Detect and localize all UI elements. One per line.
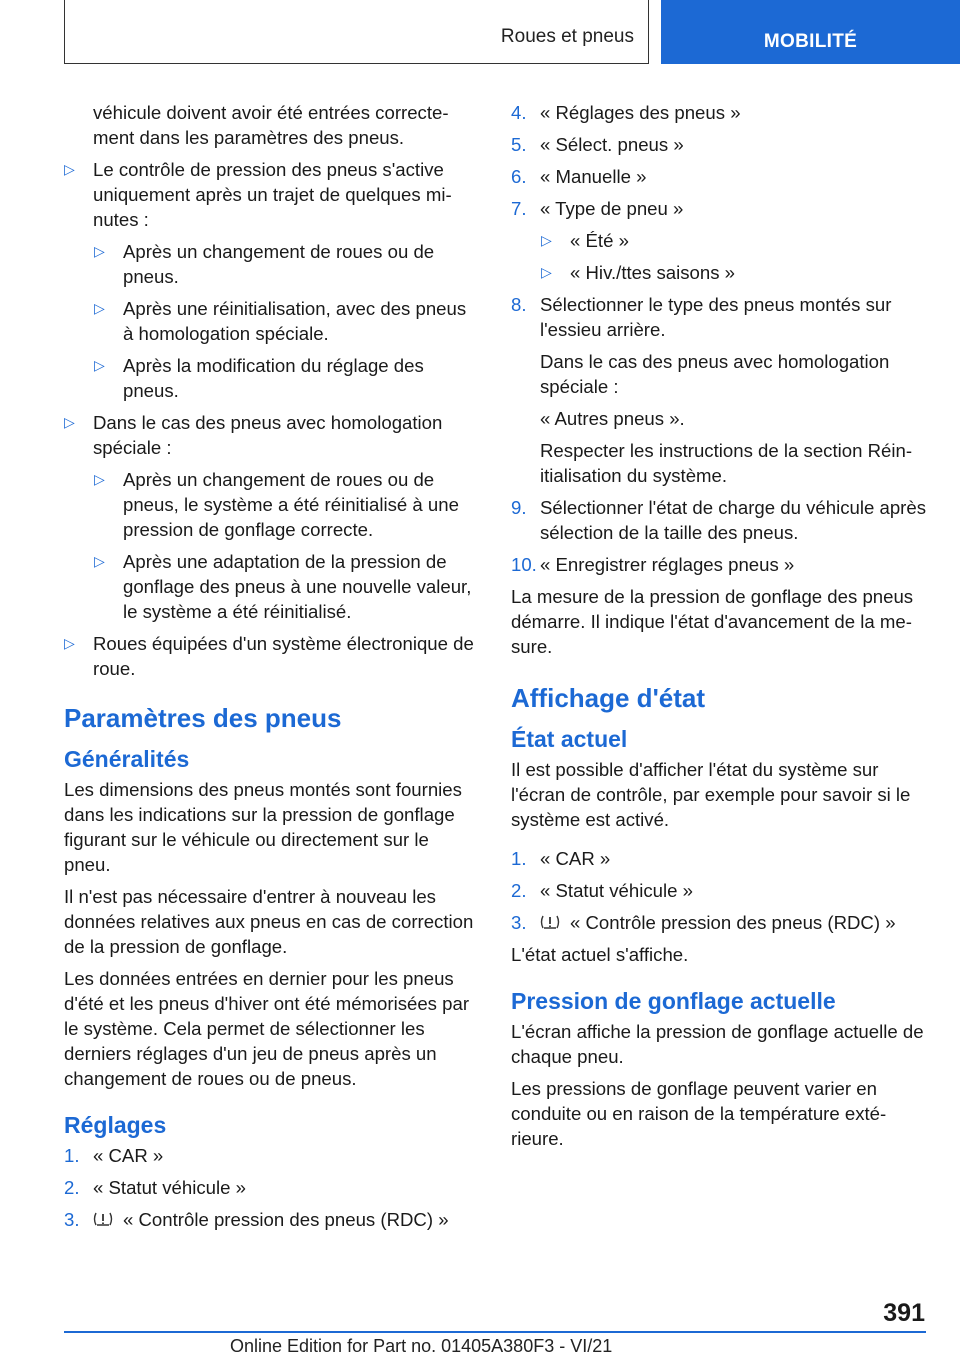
- bullet-marker-icon: ▷: [94, 357, 105, 373]
- section-title: Roues et pneus: [500, 26, 634, 47]
- bullet-marker-icon: ▷: [94, 471, 105, 487]
- paragraph: L'état actuel s'affiche.: [511, 944, 689, 965]
- step-number: 3.: [64, 1209, 80, 1230]
- step-item: 5. « Sélect. pneus »: [511, 134, 684, 155]
- chapter-title: MOBILITÉ: [763, 31, 858, 52]
- tire-pressure-warning-icon: [93, 1211, 113, 1227]
- heading-status-display: Affichage d'état: [511, 683, 705, 713]
- bullet-marker-icon: ▷: [64, 635, 75, 651]
- page-header: [0, 0, 960, 66]
- step-item: 2. « Statut véhicule »: [64, 1177, 246, 1198]
- sub-bullet-item: ▷ Après la modification du réglage des pneus.: [94, 355, 424, 401]
- step-number: 1.: [511, 848, 527, 869]
- step-number: 2.: [64, 1177, 80, 1198]
- step-item: 1. « CAR »: [64, 1145, 164, 1166]
- bullet-marker-icon: ▷: [541, 232, 552, 248]
- step-item: 10. « Enregistrer réglages pneus »: [511, 554, 795, 575]
- header-section-box: [64, 0, 649, 64]
- chapter-tab: [661, 0, 960, 64]
- step-number: 3.: [511, 912, 527, 933]
- paragraph: Les pressions de gonflage peuvent varier en conduite ou en raison de la température extérieure.: [511, 1078, 887, 1149]
- step-note: Dans le cas des pneus avec homologation spéciale :: [540, 351, 890, 397]
- paragraph: L'écran affiche la pression de gonflage actuelle de chaque pneu.: [511, 1021, 924, 1067]
- heading-tire-parameters: Paramètres des pneus: [64, 703, 342, 733]
- sub-bullet-item: ▷ Après un changement de roues ou de pneus, le système a été réinitialisé à une pression de gonflage correcte.: [94, 469, 459, 540]
- left-column: [64, 100, 477, 1239]
- step-item: 8. Sélectionner le type des pneus montés sur l'essieu arrière.: [511, 294, 892, 340]
- step-item: 7. « Type de pneu »: [511, 198, 684, 219]
- bullet-marker-icon: ▷: [94, 553, 105, 569]
- bullet-marker-icon: ▷: [64, 414, 75, 430]
- continued-paragraph: véhicule doivent avoir été entrées correctement dans les paramètres des pneus.: [93, 102, 449, 148]
- step-item: 4. « Réglages des pneus »: [511, 102, 741, 123]
- step-number: 8.: [511, 294, 527, 315]
- paragraph: La mesure de la pression de gonflage des pneus démarre. Il indique l'état d'avancement de la mesure.: [511, 586, 914, 657]
- bullet-item: ▷ Roues équipées d'un système électronique de roue.: [64, 633, 474, 679]
- step-item: 3. « Contrôle pression des pneus (RDC) »: [64, 1209, 449, 1230]
- bullet-marker-icon: ▷: [541, 264, 552, 280]
- step-number: 6.: [511, 166, 527, 187]
- step-item: 3. « Contrôle pression des pneus (RDC) »: [511, 912, 896, 933]
- bullet-item: ▷ Dans le cas des pneus avec homologation spéciale :: [64, 412, 443, 458]
- right-column: [511, 100, 926, 1158]
- tire-pressure-warning-icon: [540, 914, 560, 930]
- step-item: 1. « CAR »: [511, 848, 611, 869]
- step-note: « Autres pneus ».: [540, 408, 685, 429]
- step-number: 4.: [511, 102, 527, 123]
- step-number: 5.: [511, 134, 527, 155]
- sub-bullet-item: ▷ « Hiv./ttes saisons »: [541, 262, 736, 283]
- heading-current-pressure: Pression de gonflage actuelle: [511, 988, 836, 1014]
- sub-bullet-item: ▷ Après une réinitialisation, avec des pneus à homologation spéciale.: [94, 298, 467, 344]
- paragraph: Il n'est pas nécessaire d'entrer à nouveau les données relatives aux pneus en cas de correction de la pression de gonflage.: [64, 886, 474, 957]
- sub-bullet-item: ▷ « Été »: [541, 230, 629, 251]
- bullet-marker-icon: ▷: [94, 300, 105, 316]
- page-number: 391: [883, 1299, 925, 1327]
- paragraph: Les dimensions des pneus montés sont fournies dans les indications sur la pression de gonflage figurant sur le véhicule ou directement sur le pneu.: [64, 779, 462, 875]
- step-item: 2. « Statut véhicule »: [511, 880, 693, 901]
- bullet-item: ▷ Le contrôle de pression des pneus s'active uniquement après un trajet de quelques minutes :: [64, 159, 452, 230]
- step-number: 7.: [511, 198, 527, 219]
- footer-edition: Online Edition for Part no. 01405A380F3 - VI/21: [230, 1336, 613, 1356]
- paragraph: Il est possible d'afficher l'état du système sur l'écran de contrôle, par exemple pour savoir si le système est activé.: [511, 759, 911, 830]
- sub-bullet-item: ▷ Après une adaptation de la pression de gonflage des pneus à une nouvelle valeur, le système a été réinitialisé.: [94, 551, 472, 622]
- sub-bullet-item: ▷ Après un changement de roues ou de pneus.: [94, 241, 435, 287]
- footer-divider: [64, 1331, 926, 1333]
- heading-general: Généralités: [64, 746, 190, 772]
- bullet-marker-icon: ▷: [94, 243, 105, 259]
- step-item: 9. Sélectionner l'état de charge du véhicule après sélection de la taille des pneus.: [511, 497, 927, 543]
- step-number: 1.: [64, 1145, 80, 1166]
- step-number: 2.: [511, 880, 527, 901]
- bullet-marker-icon: ▷: [64, 161, 75, 177]
- paragraph: Les données entrées en dernier pour les pneus d'été et les pneus d'hiver ont été mémorisées par le système. Cela permet de sélectionner les derniers réglages d'un jeu de pneus après un changement de roues ou de pneus.: [64, 968, 470, 1089]
- heading-settings: Réglages: [64, 1112, 167, 1138]
- step-note: Respecter les instructions de la section Réinitialisation du système.: [540, 440, 913, 486]
- step-number: 9.: [511, 497, 527, 518]
- heading-current-status: État actuel: [511, 726, 628, 752]
- step-number: 10.: [511, 554, 537, 575]
- step-item: 6. « Manuelle »: [511, 166, 647, 187]
